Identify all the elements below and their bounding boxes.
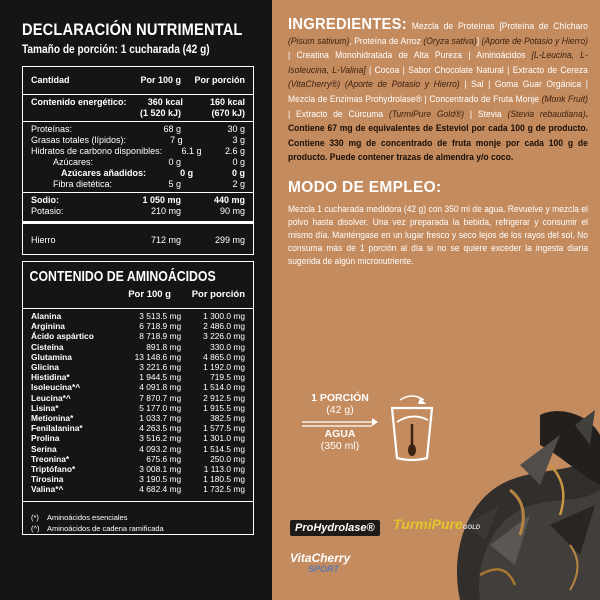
amino-row xyxy=(23,474,253,484)
header-col2: Por porción xyxy=(194,75,245,85)
amino-note-key: (^) xyxy=(31,523,40,533)
nutrient-value-portion: 2 g xyxy=(232,179,245,189)
amino-row xyxy=(23,433,253,443)
nutrient-row-iron xyxy=(23,227,253,254)
energy-kcal-portion: 160 kcal xyxy=(209,97,245,107)
water-label: AGUA xyxy=(324,428,356,440)
amino-row xyxy=(23,403,253,413)
turmipure-logo-suffix: GOLD xyxy=(462,525,481,531)
amino-list xyxy=(23,311,253,499)
usage-text: Mezcla 1 cucharada medidora (42 g) con 350 ml de agua. Revuelve y mezcla el polvo hasta disolver. Una vez preparada la bebida, refrigerar y consumir el mismo día. Manténgase en un lugar fresco y seco lejos de los rayos del sol. No consuma más de 1 porción al día si no se quiere exceder la ingesta diaria sugerida de algún micronutriente. xyxy=(288,203,588,266)
nutrition-header-row xyxy=(23,67,253,92)
divider xyxy=(23,192,253,193)
nutrient-row-fiber xyxy=(23,179,253,190)
nutrient-label: Azúcares: xyxy=(53,157,94,167)
energy-kj-row xyxy=(23,108,253,119)
nutrient-value-portion: 30 g xyxy=(227,124,245,134)
amino-value-portion: 1 577.5 mg xyxy=(203,423,245,434)
amino-name: Tirosina xyxy=(31,474,64,485)
nutrient-row-carbs xyxy=(23,146,253,157)
prohydrolase-logo: ProHydrolase® xyxy=(290,520,380,536)
nutrient-value-portion: 90 mg xyxy=(219,206,245,216)
amino-note xyxy=(31,512,245,523)
header-label: Cantidad xyxy=(31,75,70,85)
amino-row xyxy=(23,342,253,352)
vitacherry-logo-sub: SPORT xyxy=(308,564,339,574)
ingredients-heading: INGREDIENTES: xyxy=(288,16,407,33)
nutrient-value-portion: 2.6 g xyxy=(224,146,245,156)
amino-name: Glicina xyxy=(31,362,59,373)
amino-name: Ácido aspártico xyxy=(31,331,94,342)
nutrient-row-protein xyxy=(23,124,253,135)
nutrient-value-portion: 299 mg xyxy=(214,235,245,245)
amino-value-portion: 2 912.5 mg xyxy=(203,392,245,403)
ingredient-fragment: | Sal | Goma Guar Orgánica | Mezcla de Enzimas Prohydrolase® | Concentrado de Fruta Monje xyxy=(288,79,588,104)
amino-note-text: Aminoácidos esenciales xyxy=(47,512,128,522)
nutrient-value-100g: 0 g xyxy=(180,168,194,178)
header-col1: Por 100 g xyxy=(140,75,181,85)
amino-value-portion: 1 180.5 mg xyxy=(203,474,245,485)
amino-note-text: Aminoácidos de cadena ramificada xyxy=(47,523,164,533)
ingredient-fragment: | Extracto de Cúrcuma xyxy=(288,108,389,119)
energy-kcal-100g: 360 kcal xyxy=(147,97,183,107)
amino-value-100g: 891.8 mg xyxy=(146,341,182,352)
amino-value-portion: 1 300.0 mg xyxy=(203,311,245,321)
amino-row xyxy=(23,413,253,423)
amino-row xyxy=(23,393,253,403)
nutrient-label: Potasio: xyxy=(31,206,64,216)
nutrition-table xyxy=(22,66,254,255)
nutrition-panel xyxy=(0,0,272,600)
amino-value-100g: 1 944.5 mg xyxy=(139,372,182,383)
nutrient-value-portion: 3 g xyxy=(232,135,245,145)
amino-value-100g: 6 718.9 mg xyxy=(139,321,182,332)
nutrient-value-100g: 712 mg xyxy=(150,235,181,245)
nutrient-label: Proteínas: xyxy=(31,124,73,134)
amino-value-portion: 1 514.5 mg xyxy=(203,443,245,454)
amino-value-portion: 2 486.0 mg xyxy=(203,321,245,332)
amino-value-portion: 382.5 mg xyxy=(210,413,245,424)
ingredient-fragment: (TurmiPure Gold®) xyxy=(388,108,465,119)
nutrient-label: Hidratos de carbono disponibles: xyxy=(31,146,163,156)
amino-row xyxy=(23,484,253,494)
amino-table xyxy=(22,261,254,535)
amino-value-portion: 1 732.5 mg xyxy=(203,484,245,495)
amino-row xyxy=(23,331,253,341)
energy-label: Contenido energético: xyxy=(31,97,127,107)
nutrient-row-potassium xyxy=(23,206,253,217)
vitacherry-logo-text: VitaCherry xyxy=(290,551,351,565)
ingredient-fragment: (Aporte de Potasio y Hierro) xyxy=(481,35,588,46)
divider xyxy=(23,221,253,224)
amino-name: Glutamina xyxy=(31,351,72,362)
amino-note xyxy=(31,523,245,534)
portion-label: 1 PORCIÓN xyxy=(311,392,369,404)
ingredient-fragment: (VitaCherry®) (Aporte de Potasio y Hierro) xyxy=(288,79,460,90)
amino-row xyxy=(23,321,253,331)
amino-value-100g: 4 091.8 mg xyxy=(139,382,182,393)
nutrient-label: Azúcares añadidos: xyxy=(61,168,147,178)
amino-value-100g: 8 718.9 mg xyxy=(139,331,182,342)
amino-row xyxy=(23,372,253,382)
amino-value-portion: 1 514.0 mg xyxy=(203,382,245,393)
amino-value-100g: 4 263.5 mg xyxy=(139,423,182,434)
amino-col1: Por 100 g xyxy=(128,289,171,300)
amino-row xyxy=(23,423,253,433)
amino-value-portion: 1 301.0 mg xyxy=(203,433,245,444)
amino-name: Metionina* xyxy=(31,413,74,424)
amino-row xyxy=(23,311,253,321)
amino-value-portion: 1 113.0 mg xyxy=(203,464,245,475)
nutrient-value-100g: 6.1 g xyxy=(181,146,202,156)
amino-name: Valina*^ xyxy=(31,484,64,495)
amino-name: Fenilalanina* xyxy=(31,423,83,434)
amino-note-key: (*) xyxy=(31,512,39,522)
amino-row xyxy=(23,454,253,464)
nutrient-row-added-sugars xyxy=(23,168,253,179)
portion-amount: (42 g) xyxy=(326,404,354,416)
amino-value-100g: 1 033.7 mg xyxy=(139,413,182,424)
amino-name: Histidina* xyxy=(31,372,70,383)
nutrient-value-100g: 7 g xyxy=(170,135,183,145)
amino-name: Alanina xyxy=(31,311,62,321)
usage-heading: MODO DE EMPLEO: xyxy=(288,178,442,196)
amino-value-100g: 7 870.7 mg xyxy=(139,392,182,403)
ingredient-fragment: | Stevia xyxy=(464,108,508,119)
amino-value-100g: 4 682.4 mg xyxy=(139,484,182,495)
nutrient-value-100g: 0 g xyxy=(168,157,181,167)
amino-value-100g: 3 221.6 mg xyxy=(139,362,182,373)
divider xyxy=(23,121,253,122)
ingredient-fragment: (Stevia rebaudiana) xyxy=(507,108,586,119)
ingredient-fragment: (Monk Fruit) xyxy=(541,93,588,104)
amino-value-portion: 330.0 mg xyxy=(210,341,245,352)
amino-name: Cisteína xyxy=(31,341,64,352)
amino-title: CONTENIDO DE AMINOÁCIDOS xyxy=(29,268,216,285)
amino-value-portion: 3 226.0 mg xyxy=(203,331,245,342)
ingredient-fragment: (Oryza sativa) xyxy=(423,35,477,46)
nutrient-value-100g: 68 g xyxy=(163,124,181,134)
amino-row xyxy=(23,444,253,454)
energy-kj-portion: (670 kJ) xyxy=(211,108,245,118)
nutrient-label: Fibra dietética: xyxy=(53,179,113,189)
nutrient-value-portion: 440 mg xyxy=(213,195,245,205)
amino-row xyxy=(23,464,253,474)
portion-arrow-head xyxy=(372,418,378,426)
turmipure-logo xyxy=(393,516,480,532)
nutrient-row-sugars xyxy=(23,157,253,168)
energy-row xyxy=(23,97,253,108)
amino-value-portion: 250.0 mg xyxy=(210,453,245,464)
amino-row xyxy=(23,382,253,392)
amino-value-100g: 13 148.6 mg xyxy=(134,351,182,362)
ingredient-fragment: [L-Leucina, L-Isoleucina, L-Valina] xyxy=(288,50,588,75)
ingredient-fragment: (Pisum sativum) xyxy=(288,35,350,46)
amino-value-100g: 675.6 mg xyxy=(146,453,182,464)
divider xyxy=(23,308,253,309)
amino-value-portion: 1 915.5 mg xyxy=(203,402,245,413)
ingredient-fragment: , Proteína de Arroz xyxy=(349,35,424,46)
amino-value-portion: 1 192.0 mg xyxy=(203,362,245,373)
nutrient-value-100g: 1 050 mg xyxy=(142,195,181,205)
energy-kj-100g: (1 520 kJ) xyxy=(139,108,181,118)
amino-value-100g: 3 513.5 mg xyxy=(139,311,182,321)
amino-notes xyxy=(23,504,253,534)
amino-header xyxy=(23,287,253,306)
vitacherry-logo xyxy=(290,553,350,575)
turmipure-logo-text: TurmiPure xyxy=(393,516,463,532)
amino-name: Lisina* xyxy=(31,402,59,413)
amino-value-100g: 3 516.2 mg xyxy=(139,433,182,444)
amino-name: Leucina*^ xyxy=(31,392,71,403)
portion-size: Tamaño de porción: 1 cucharada (42 g) xyxy=(22,44,210,56)
ingredient-fragment: . Contiene 67 mg de equivalentes de Esteviol por cada 100 g de producto. Contiene 330 mg de concentrado de fruta monje por cada 100 g de producto. Puede contener trazas de almendra y/o coco. xyxy=(288,108,588,163)
nutrient-value-portion: 0 g xyxy=(231,168,245,178)
nutrient-row-fat xyxy=(23,135,253,146)
nutrient-value-portion: 0 g xyxy=(232,157,245,167)
ingredient-fragment: | Creatina Monohidratada de Alta Pureza | Aminoácidos xyxy=(288,50,532,61)
amino-name: Prolina xyxy=(31,433,60,444)
amino-value-portion: 719.5 mg xyxy=(210,372,245,383)
divider xyxy=(23,501,253,502)
amino-value-portion: 4 865.0 mg xyxy=(203,351,245,362)
amino-name: Treonina* xyxy=(31,453,70,464)
ingredient-fragment: ] xyxy=(476,35,482,46)
ingredient-fragment: | Cocoa | Sabor Chocolate Natural | Extracto de Cereza xyxy=(365,64,588,75)
amino-name: Arginina xyxy=(31,321,65,332)
nutrition-title: DECLARACIÓN NUTRIMENTAL xyxy=(22,20,243,39)
nutrient-label: Sodio: xyxy=(31,195,59,205)
amino-value-100g: 5 177.0 mg xyxy=(139,402,182,413)
nutrient-label: Hierro xyxy=(31,235,56,245)
amino-col2: Por porción xyxy=(191,289,245,300)
amino-value-100g: 3 008.1 mg xyxy=(139,464,182,475)
nutrient-row-sodium xyxy=(23,195,253,206)
amino-value-100g: 4 093.2 mg xyxy=(139,443,182,454)
nutrient-label: Grasas totales (lípidos): xyxy=(31,135,127,145)
amino-name: Serina xyxy=(31,443,57,454)
decorative-sculpture-image xyxy=(420,395,600,600)
amino-row xyxy=(23,352,253,362)
amino-name: Triptófano* xyxy=(31,464,76,475)
amino-row xyxy=(23,362,253,372)
amino-name: Isoleucina*^ xyxy=(31,382,81,393)
ingredient-fragment: Mezcla de Proteínas [Proteína de Chícharo xyxy=(411,21,588,31)
nutrient-value-100g: 210 mg xyxy=(150,206,181,216)
water-amount: (350 ml) xyxy=(320,440,360,452)
divider xyxy=(23,94,253,95)
amino-value-100g: 3 190.5 mg xyxy=(139,474,182,485)
nutrient-value-100g: 5 g xyxy=(168,179,181,189)
ingredients-text xyxy=(288,18,588,165)
